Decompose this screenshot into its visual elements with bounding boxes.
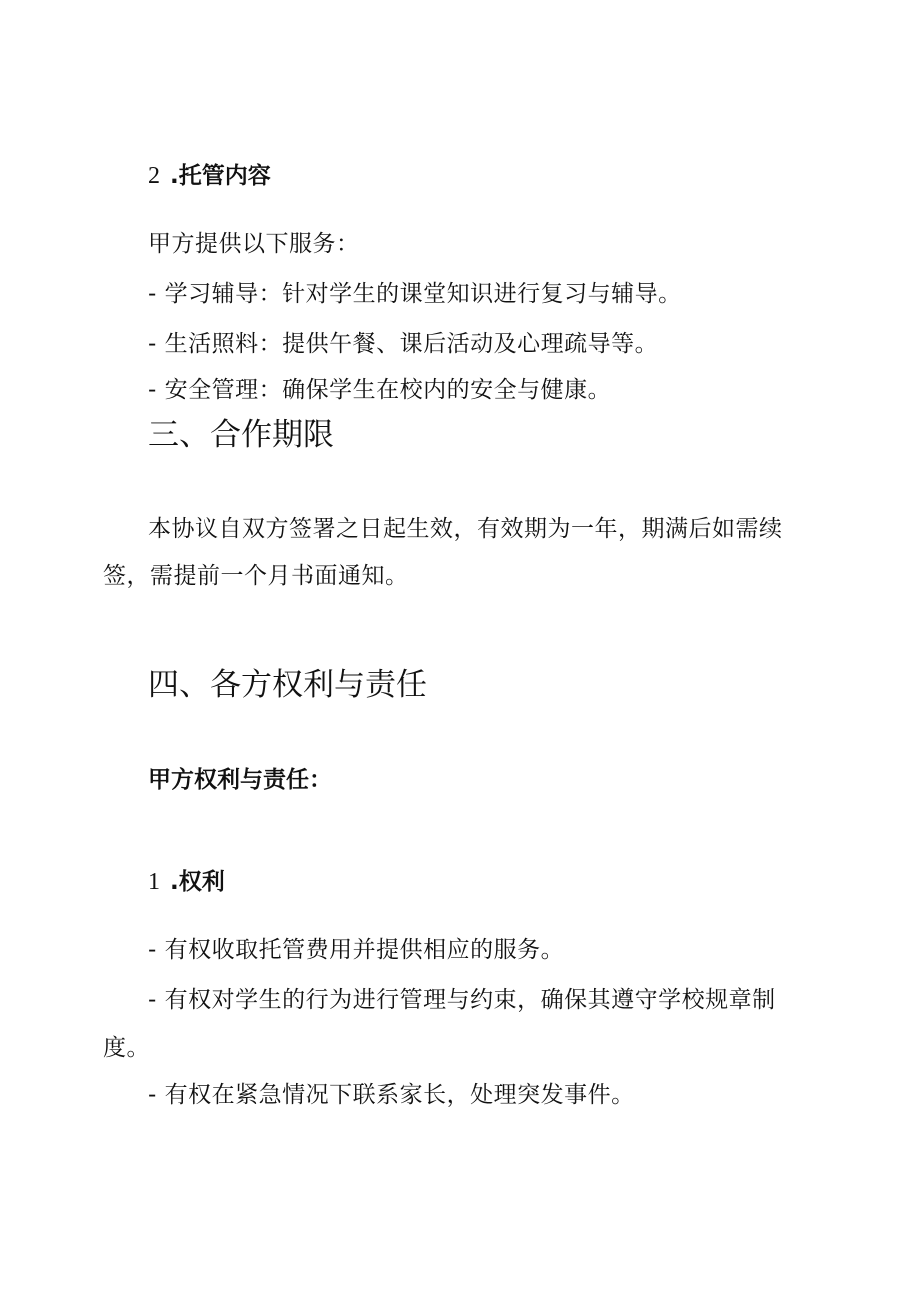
section-three-heading: 三、合作期限 xyxy=(148,417,334,453)
rights-item-manage-line2: 度。 xyxy=(103,1035,150,1061)
section-2-number: 2 xyxy=(148,163,160,189)
party-a-heading: 甲方权利与责任： xyxy=(148,767,332,793)
section-2-heading xyxy=(148,164,271,188)
rights-heading xyxy=(148,870,225,894)
rights-item-fee: - 有权收取托管费用并提供相应的服务。 xyxy=(148,937,565,963)
service-item-study: - 学习辅导：针对学生的课堂知识进行复习与辅导。 xyxy=(148,281,682,307)
service-item-safety: - 安全管理：确保学生在校内的安全与健康。 xyxy=(148,377,612,403)
section-four-heading: 四、各方权利与责任 xyxy=(148,667,427,703)
section-three-paragraph-line1: 本协议自双方签署之日起生效，有效期为一年，期满后如需续 xyxy=(148,516,783,542)
rights-number: 1 xyxy=(148,869,160,895)
rights-item-emergency: - 有权在紧急情况下联系家长，处理突发事件。 xyxy=(148,1082,635,1108)
rights-title: .权利 xyxy=(170,869,225,895)
section-2-title: .托管内容 xyxy=(170,163,271,189)
section-2-intro: 甲方提供以下服务： xyxy=(148,231,360,257)
rights-item-manage-line1: - 有权对学生的行为进行管理与约束，确保其遵守学校规章制 xyxy=(148,987,776,1013)
service-item-care: - 生活照料：提供午餐、课后活动及心理疏导等。 xyxy=(148,331,659,357)
section-three-paragraph-line2: 签，需提前一个月书面通知。 xyxy=(103,563,409,589)
